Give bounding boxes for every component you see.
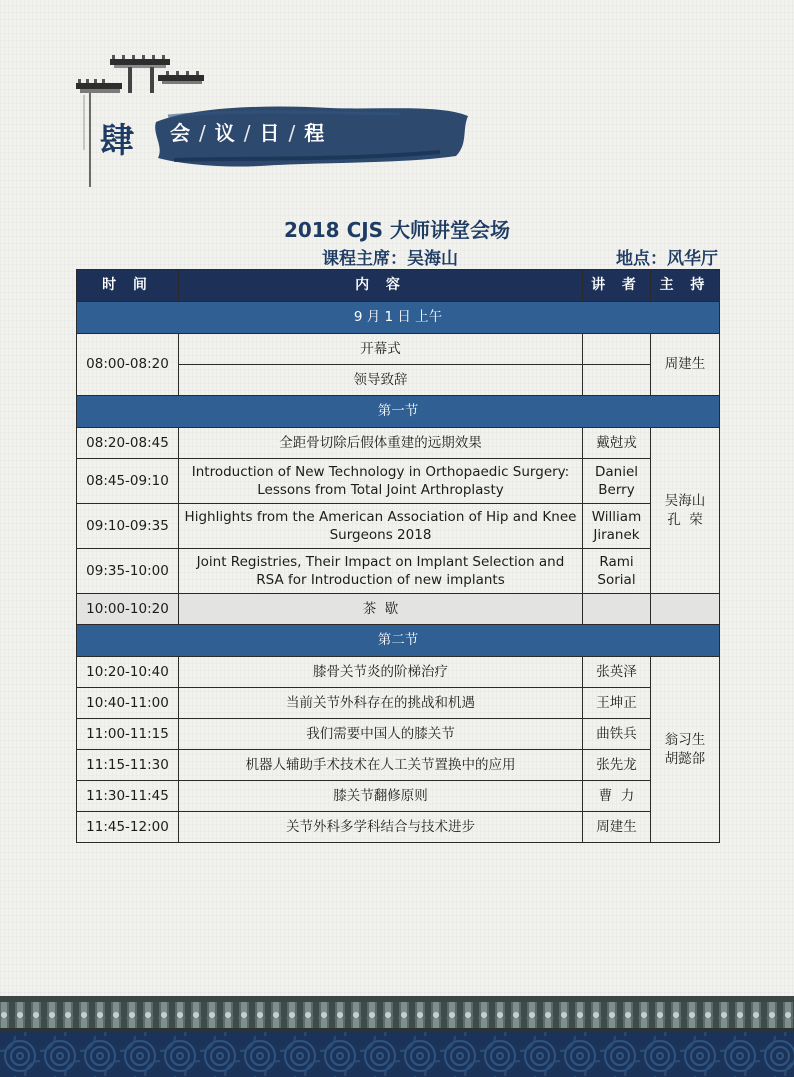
venue-title: 2018 CJS 大师讲堂会场	[283, 218, 511, 242]
speaker-cell	[583, 334, 651, 365]
table-row	[77, 657, 720, 688]
speaker-cell: 周建生	[583, 812, 651, 843]
column-header-content: 内 容	[179, 270, 583, 302]
content-cell: 开幕式	[179, 334, 583, 365]
speaker-cell: Daniel Berry	[583, 459, 651, 504]
time-cell: 11:45-12:00	[77, 812, 179, 843]
speaker-cell: Rami Sorial	[583, 549, 651, 594]
session-name: 第一节	[77, 396, 720, 428]
title-separator: /	[199, 121, 209, 145]
session-header-row	[77, 302, 720, 334]
moderator-name: 周建生	[664, 356, 706, 372]
session-name: 第二节	[77, 625, 720, 657]
table-row	[77, 688, 720, 719]
table-row	[77, 504, 720, 549]
table-row	[77, 812, 720, 843]
column-header-moderator: 主 持	[651, 270, 720, 302]
moderator-name: 吴海山	[664, 492, 706, 509]
content-cell: 关节外科多学科结合与技术进步	[179, 812, 583, 843]
time-cell: 11:15-11:30	[77, 750, 179, 781]
speaker-cell: 王坤正	[583, 688, 651, 719]
content-cell: Joint Registries, Their Impact on Implant Selection and RSA for Introduction of new implants	[179, 549, 583, 594]
table-row	[77, 334, 720, 365]
tea-break-row	[77, 594, 720, 625]
time-cell: 10:00-10:20	[77, 594, 179, 625]
section-number-char: 肆	[100, 121, 134, 161]
title-separator: /	[243, 121, 254, 145]
time-cell: 08:20-08:45	[77, 428, 179, 459]
moderator-name: 翁习生	[664, 731, 706, 748]
column-header-speaker: 讲 者	[583, 270, 651, 302]
speaker-cell: 曲铁兵	[583, 719, 651, 750]
time-cell: 09:35-10:00	[77, 549, 179, 594]
content-cell: 膝骨关节炎的阶梯治疗	[179, 657, 583, 688]
speaker-cell: 戴尅戎	[583, 428, 651, 459]
course-chair: 课程主席：吴海山	[322, 249, 458, 269]
table-header-row	[77, 270, 720, 302]
table-row	[77, 750, 720, 781]
content-cell: 领导致辞	[179, 365, 583, 396]
column-header-time: 时 间	[77, 270, 179, 302]
title-separator: /	[288, 121, 299, 145]
time-cell: 09:10-09:35	[77, 504, 179, 549]
time-cell: 11:00-11:15	[77, 719, 179, 750]
table-row	[77, 428, 720, 459]
title-char: 程	[304, 121, 328, 145]
title-char: 日	[259, 121, 283, 145]
speaker-cell	[583, 365, 651, 396]
session-header-row	[77, 396, 720, 428]
time-cell: 10:40-11:00	[77, 688, 179, 719]
content-cell: 膝关节翻修原则	[179, 781, 583, 812]
moderator-cell	[651, 334, 720, 396]
content-cell: Highlights from the American Association of Hip and Knee Surgeons 2018	[179, 504, 583, 549]
moderator-cell	[651, 657, 720, 843]
title-char: 议	[214, 121, 238, 145]
time-cell: 11:30-11:45	[77, 781, 179, 812]
content-cell: 机器人辅助手术技术在人工关节置换中的应用	[179, 750, 583, 781]
time-cell: 08:00-08:20	[77, 334, 179, 396]
moderator-name: 孔 荣	[667, 511, 703, 528]
footer-roof-pattern	[0, 996, 794, 1077]
section-header	[70, 55, 410, 195]
moderator-name: 胡懿郃	[664, 750, 706, 767]
section-title	[170, 117, 327, 146]
speaker-cell: 曹 力	[583, 781, 651, 812]
table-row	[77, 719, 720, 750]
moderator-cell	[651, 428, 720, 594]
table-row	[77, 781, 720, 812]
content-cell: 全距骨切除后假体重建的远期效果	[179, 428, 583, 459]
content-cell: 我们需要中国人的膝关节	[179, 719, 583, 750]
content-cell: Introduction of New Technology in Orthopaedic Surgery: Lessons from Total Joint Arthroplasty	[179, 459, 583, 504]
speaker-cell: 张英泽	[583, 657, 651, 688]
speaker-cell: William Jiranek	[583, 504, 651, 549]
table-row	[77, 549, 720, 594]
content-cell: 茶 歇	[179, 594, 583, 625]
venue-location: 地点：风华厅	[616, 249, 718, 269]
speaker-cell: 张先龙	[583, 750, 651, 781]
table-row	[77, 459, 720, 504]
schedule-table	[76, 269, 720, 843]
time-cell: 08:45-09:10	[77, 459, 179, 504]
content-cell: 当前关节外科存在的挑战和机遇	[179, 688, 583, 719]
session-name: 9 月 1 日 上午	[77, 302, 720, 334]
title-char: 会	[170, 121, 193, 145]
time-cell: 10:20-10:40	[77, 657, 179, 688]
session-header-row	[77, 625, 720, 657]
speaker-cell	[583, 594, 651, 625]
moderator-cell	[651, 594, 720, 625]
